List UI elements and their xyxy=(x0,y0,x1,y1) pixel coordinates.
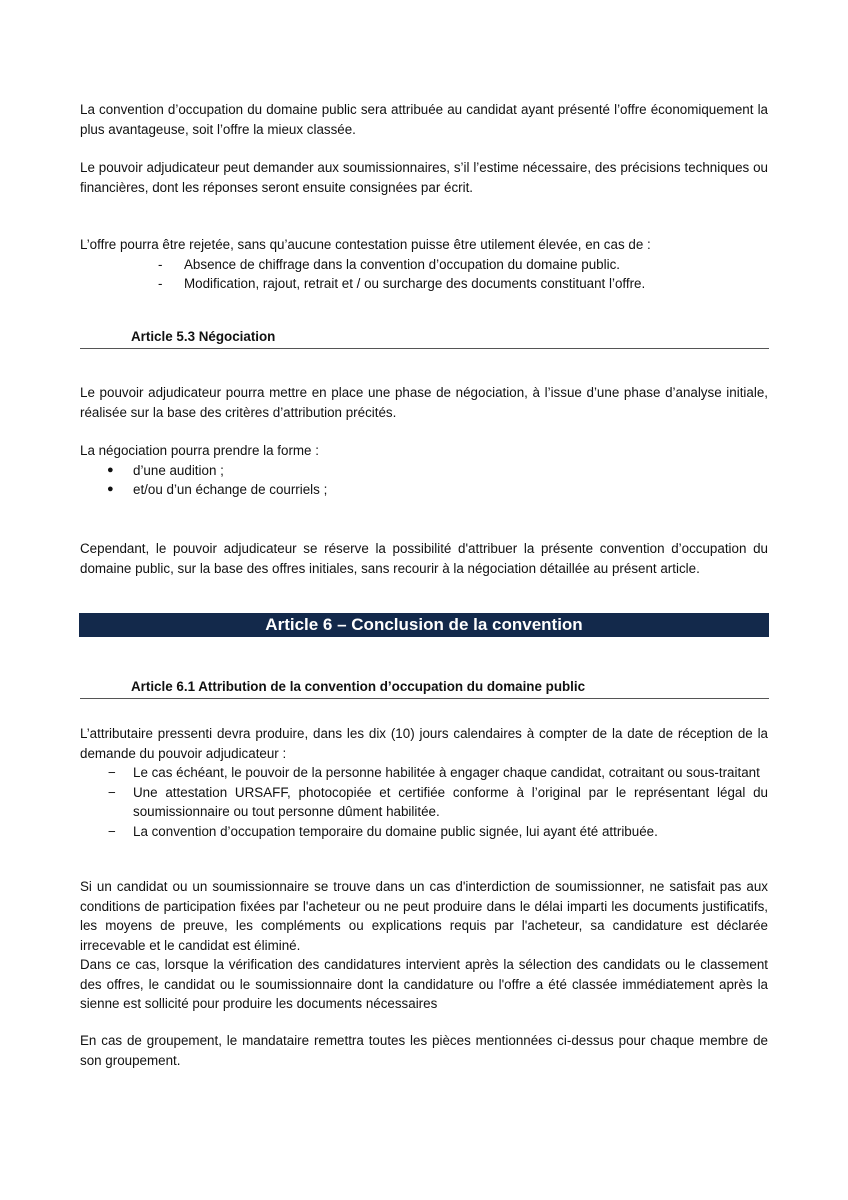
negotiation-paragraph: Le pouvoir adjudicateur pourra mettre en place une phase de négociation, à l’issue d’une phase d’analyse initiale, réalisée sur la base des critères d’attribution précités. xyxy=(80,385,768,420)
list-item: - Absence de chiffrage dans la convention d’occupation du domaine public. xyxy=(158,256,620,272)
initial-offers-paragraph: Cependant, le pouvoir adjudicateur se réserve la possibilité d'attribuer la présente convention d’occupation du domaine public, sur la base des offres initiales, sans recourir à la négociation détaillée au présent article. xyxy=(80,541,768,576)
bullet-icon: ● xyxy=(107,463,114,476)
article-5-3-heading: Article 5.3 Négociation xyxy=(80,324,769,349)
required-documents-intro: L’attributaire pressenti devra produire, dans les dix (10) jours calendaires à compter de la date de réception de la demande du pouvoir adjudicateur : xyxy=(80,726,768,761)
negotiation-forms-list xyxy=(80,461,768,500)
clarification-paragraph: Le pouvoir adjudicateur peut demander aux soumissionnaires, s’il l’estime nécessaire, des précisions techniques ou financières, dont les réponses seront ensuite consignées par écrit. xyxy=(80,160,768,195)
required-documents-section xyxy=(80,724,768,841)
rejection-list xyxy=(80,255,768,294)
list-item: - Modification, rajout, retrait et / ou surcharge des documents constituant l’offre. xyxy=(158,276,646,291)
article-6-1-heading: Article 6.1 Attribution de la convention d’occupation du domaine public xyxy=(80,674,769,699)
ineligibility-paragraph: Si un candidat ou un soumissionnaire se trouve dans un cas d'interdiction de soumissionner, ne satisfait pas aux conditions de participation fixées par l'acheteur ou ne peut produire dans le délai imparti les documents justificatifs, les moyens de preuve, les compléments ou explications requis par l'acheteur, sa candidature est déclarée irrecevable et le candidat est éliminé. xyxy=(80,879,768,953)
list-item: − La convention d’occupation temporaire du domaine public signée, lui ayant été attribuée. xyxy=(108,823,658,839)
ineligibility-section xyxy=(80,877,768,1014)
substitution-paragraph: Dans ce cas, lorsque la vérification des candidatures intervient après la sélection des candidats ou le classement des offres, le candidat ou le soumissionnaire dont la candidature ou l'offre a été classée immédiatement après la sienne est sollicité pour produire les documents nécessaires xyxy=(80,957,768,1011)
list-item: ● et/ou d’un échange de courriels ; xyxy=(80,480,768,500)
required-documents-list xyxy=(80,763,768,841)
rejection-intro: L’offre pourra être rejetée, sans qu’aucune contestation puisse être utilement élevée, en cas de : xyxy=(80,237,651,252)
negotiation-forms xyxy=(80,441,768,500)
article-6-banner: Article 6 – Conclusion de la convention xyxy=(79,613,769,637)
list-item: − Une attestation URSAFF, photocopiée et certifiée conforme à l’original par le représentant légal du soumissionnaire ou tout personne dûment habilitée. xyxy=(108,784,768,819)
list-item: − Le cas échéant, le pouvoir de la personne habilitée à engager chaque candidat, cotraitant ou sous-traitant xyxy=(108,765,760,780)
grouping-paragraph: En cas de groupement, le mandataire remettra toutes les pièces mentionnées ci-dessus pour chaque membre de son groupement. xyxy=(80,1033,768,1068)
list-item: ● d’une audition ; xyxy=(80,461,768,481)
rejection-section xyxy=(80,235,768,294)
negotiation-forms-intro: La négociation pourra prendre la forme : xyxy=(80,443,319,458)
bullet-icon: ● xyxy=(107,483,114,495)
attribution-paragraph: La convention d’occupation du domaine public sera attribuée au candidat ayant présenté l’offre économiquement la plus avantageuse, soit l’offre la mieux classée. xyxy=(80,102,768,137)
